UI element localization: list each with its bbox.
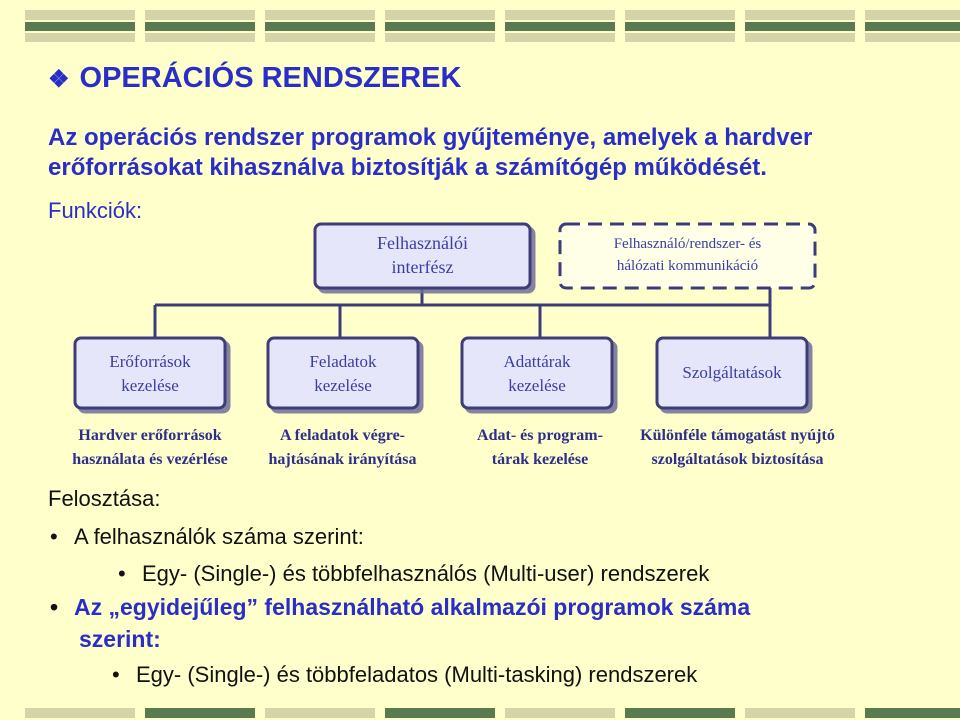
list-subitem-programs-text: Egy- (Single-) és többfeladatos (Multi-tasking) rendszerek (136, 662, 698, 687)
diamond-bullet-icon: ❖ (48, 66, 70, 93)
datastores-description (450, 424, 630, 472)
datastores-line-2: kezelése (508, 376, 566, 395)
services-description (615, 424, 860, 472)
list-subitem-programs (112, 662, 697, 688)
functions-label: Funkciók: (48, 198, 143, 223)
list-subitem-users-text: Egy- (Single-) és többfelhasználós (Multi-user) rendszerek (142, 561, 710, 586)
tasks-line-1: Feladatok (309, 352, 377, 371)
services-box-label (657, 361, 807, 385)
user-interface-line-1: Felhasználói (377, 233, 468, 253)
communication-box-label (560, 233, 815, 277)
datastores-box-label (462, 350, 612, 398)
list-item-users-text: A felhasználók száma szerint: (74, 524, 364, 549)
datastores-desc-line-2: tárak kezelése (491, 451, 589, 468)
resources-line-1: Erőforrások (109, 352, 191, 371)
list-item-programs-text: Az „egyidejűleg” felhasználható alkalmazói programok száma (74, 594, 751, 620)
communication-line-2: hálózati kommunikáció (616, 258, 759, 274)
bullet-icon: • (50, 524, 58, 549)
list-item-programs (50, 594, 750, 621)
tasks-desc-line-1: A feladatok végre- (279, 427, 405, 444)
user-interface-box-label (315, 231, 530, 279)
datastores-line-1: Adattárak (503, 352, 571, 371)
user-interface-line-2: interfész (391, 257, 454, 277)
list-item-programs-continuation: szerint: (79, 626, 161, 652)
resources-desc-line-2: használata és vezérlése (72, 451, 228, 468)
tasks-box-label (268, 350, 418, 398)
services-desc-line-1: Különféle támogatást nyújtó (640, 427, 835, 444)
resources-description (45, 424, 255, 472)
slide-title-text: OPERÁCIÓS RENDSZEREK (79, 62, 462, 94)
datastores-desc-line-1: Adat- és program- (477, 427, 603, 444)
services-desc-line-2: szolgáltatások biztosítása (651, 451, 824, 468)
tasks-description (240, 424, 445, 472)
sub-bullet-icon: • (112, 662, 120, 687)
list-item-users (50, 524, 364, 550)
sub-bullet-icon: • (118, 561, 126, 586)
communication-line-1: Felhasználó/rendszer- és (613, 236, 762, 252)
connector-lines (155, 288, 770, 338)
intro-line-2: erőforrásokat kihasználva biztosítják a számítógép működését. (48, 154, 767, 181)
list-subitem-users (118, 561, 709, 587)
bullet-icon: • (50, 594, 59, 620)
division-label: Felosztása: (48, 486, 161, 511)
resources-desc-line-1: Hardver erőforrások (78, 427, 222, 444)
tasks-line-2: kezelése (314, 376, 372, 395)
resources-line-2: kezelése (121, 376, 179, 395)
services-line-1: Szolgáltatások (682, 363, 782, 382)
resources-box-label (75, 350, 225, 398)
intro-line-1: Az operációs rendszer programok gyűjteménye, amelyek a hardver (48, 124, 813, 151)
tasks-desc-line-2: hajtásának irányítása (268, 451, 417, 468)
